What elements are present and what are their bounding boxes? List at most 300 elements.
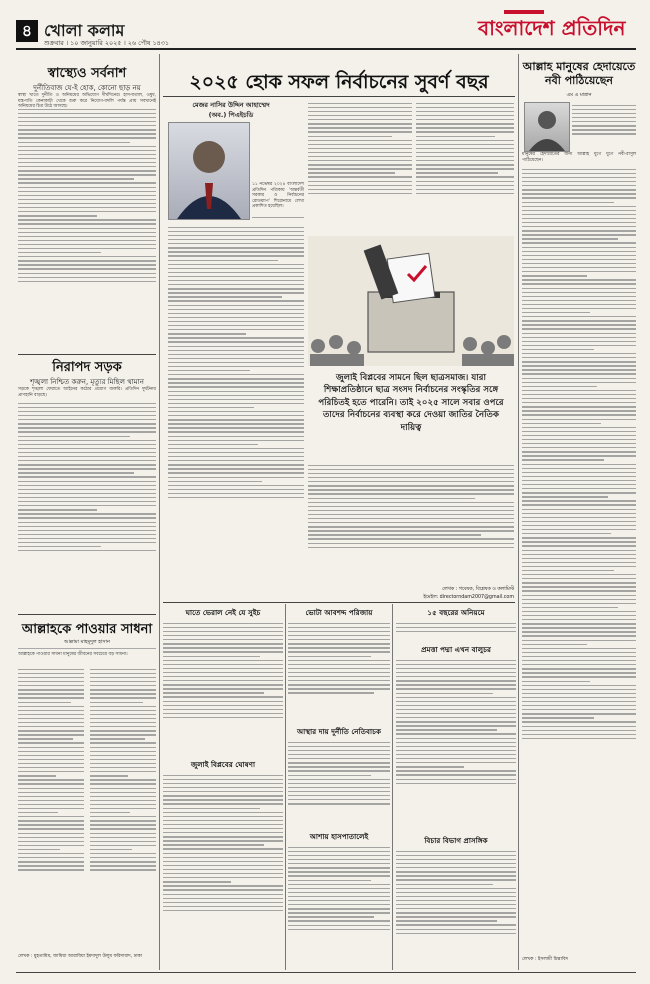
text-line xyxy=(168,346,304,347)
text-line xyxy=(288,775,371,776)
text-line xyxy=(522,578,636,579)
text-line xyxy=(168,468,304,469)
text-line xyxy=(522,288,636,289)
text-line xyxy=(18,697,84,698)
text-line xyxy=(18,824,84,825)
text-line xyxy=(90,869,156,870)
text-line xyxy=(416,103,514,104)
text-line xyxy=(90,669,156,670)
text-line xyxy=(18,170,156,171)
text-line xyxy=(90,861,156,862)
text-line xyxy=(163,713,283,714)
text-line xyxy=(18,125,156,126)
text-line xyxy=(522,263,636,264)
text-line xyxy=(168,251,304,252)
text-line xyxy=(168,419,304,420)
text-line xyxy=(522,623,636,624)
text-line xyxy=(572,129,636,130)
text-line xyxy=(396,908,516,909)
text-line xyxy=(163,696,283,697)
text-line xyxy=(308,152,412,153)
text-line xyxy=(416,148,514,149)
text-line xyxy=(18,861,84,862)
text-line xyxy=(288,672,390,673)
text-line xyxy=(90,742,156,743)
text-line xyxy=(288,875,390,876)
text-line xyxy=(18,685,84,686)
text-line xyxy=(522,660,636,661)
text-line xyxy=(168,423,304,424)
text-line xyxy=(18,747,84,748)
text-line xyxy=(163,828,283,829)
text-line xyxy=(90,828,156,829)
text-line xyxy=(396,855,516,856)
text-line xyxy=(522,627,636,628)
text-line xyxy=(288,783,390,784)
text-line xyxy=(18,232,156,233)
masthead-logo xyxy=(478,10,638,44)
text-line xyxy=(18,538,156,539)
text-line xyxy=(288,688,390,689)
text-line xyxy=(168,292,304,293)
text-line xyxy=(416,185,514,186)
text-line xyxy=(522,668,636,669)
text-line xyxy=(416,131,514,132)
text-line xyxy=(18,767,84,768)
text-line xyxy=(522,582,636,583)
text-line xyxy=(168,239,304,240)
article-title-health: স্বাস্থ্যেও সর্বনাশ xyxy=(47,66,127,81)
article-body-prophet: মানুষের হেদায়েতের জন্য আল্লাহ যুগে যুগে নবী-রাসুল পাঠিয়েছেন। xyxy=(522,152,636,163)
text-line xyxy=(396,770,516,771)
text-line xyxy=(396,758,516,759)
article-title-hospital: আশায় হাসপাতালেই xyxy=(309,832,369,841)
lower-divider-2 xyxy=(392,604,393,970)
text-line xyxy=(163,639,283,640)
text-line xyxy=(522,676,636,677)
article-title-ghost: ভোটা আবশদ্দ পরিজায় xyxy=(305,608,373,617)
text-line xyxy=(288,631,390,632)
text-line xyxy=(308,136,392,137)
text-line xyxy=(522,693,636,694)
text-line xyxy=(18,415,156,416)
text-line xyxy=(416,164,514,165)
text-line xyxy=(288,900,390,901)
text-line xyxy=(18,199,156,200)
text-line xyxy=(168,227,304,228)
text-line xyxy=(18,244,156,245)
text-line xyxy=(18,837,84,838)
text-line xyxy=(90,788,156,789)
text-line xyxy=(522,697,636,698)
article-body-allah: আল্লাহকে পাওয়ার সাধনা মানুষের জীবনের সবচেয়ে বড় সাধনা। xyxy=(18,652,128,657)
text-line xyxy=(18,464,156,465)
text-line xyxy=(288,623,390,624)
text-line xyxy=(522,177,636,178)
text-line xyxy=(396,867,516,868)
text-line xyxy=(168,366,304,367)
text-line xyxy=(396,892,516,893)
text-line xyxy=(168,280,304,281)
article-subtitle-road: শৃঙ্খলা নিশ্চিত করুন, মৃত্যুর মিছিল থামান xyxy=(30,378,144,386)
text-line xyxy=(168,313,304,314)
text-line xyxy=(163,779,283,780)
text-line xyxy=(308,193,412,194)
text-line xyxy=(522,316,636,317)
text-line xyxy=(18,485,156,486)
text-line xyxy=(396,729,497,730)
text-line xyxy=(168,296,282,297)
author-photo-main xyxy=(168,122,250,220)
article-lines-allah-col1 xyxy=(18,666,84,948)
text-line xyxy=(18,174,156,175)
text-line xyxy=(90,726,156,727)
main-email: ইমেইল: directorndam2007@gmail.com xyxy=(423,595,514,600)
text-line xyxy=(308,160,412,161)
text-line xyxy=(308,140,412,141)
text-line xyxy=(288,750,390,751)
text-line xyxy=(168,354,304,355)
text-line xyxy=(18,223,156,224)
text-line xyxy=(522,349,594,350)
text-line xyxy=(572,117,636,118)
text-line xyxy=(18,403,156,404)
text-line xyxy=(18,203,156,204)
text-line xyxy=(18,158,156,159)
text-line xyxy=(288,639,390,640)
text-line xyxy=(18,714,84,715)
section-name: খোলা কলাম xyxy=(44,21,125,40)
article-title-prophet: আল্লাহ মানুষের হেদায়েতে নবী পাঠিয়েছেন xyxy=(522,60,636,87)
article-author-allah: আল্লামা মাহমূদুল হাসান xyxy=(63,639,111,645)
text-line xyxy=(522,689,636,690)
article-lines-ghoti xyxy=(163,620,283,758)
text-line xyxy=(522,459,604,460)
text-line xyxy=(308,481,514,482)
text-line xyxy=(18,440,156,441)
article-lines-prophet xyxy=(522,166,636,950)
text-line xyxy=(90,792,156,793)
text-line xyxy=(18,755,84,756)
text-line xyxy=(163,684,283,685)
text-line xyxy=(163,812,283,813)
text-line xyxy=(396,900,516,901)
text-line xyxy=(288,908,390,909)
article-footer-prophet: লেখক : ইসলামী চিন্তাবিদ xyxy=(522,957,569,962)
text-line xyxy=(163,631,283,632)
text-line xyxy=(18,448,156,449)
text-line xyxy=(396,697,516,698)
article-lines-road xyxy=(18,400,156,608)
text-line xyxy=(522,386,597,387)
text-line xyxy=(163,705,283,706)
divider-health xyxy=(18,354,156,355)
text-line xyxy=(90,812,130,813)
vote-illustration xyxy=(308,236,514,366)
text-line xyxy=(288,664,390,665)
text-line xyxy=(396,851,516,852)
text-line xyxy=(416,172,498,173)
col-divider-right xyxy=(518,54,519,970)
text-line xyxy=(416,107,514,108)
text-line xyxy=(90,689,156,690)
text-line xyxy=(168,407,254,408)
text-line xyxy=(308,506,514,507)
text-line xyxy=(168,464,304,465)
text-line xyxy=(18,427,156,428)
text-line xyxy=(18,730,84,731)
text-line xyxy=(288,880,371,881)
text-line xyxy=(522,480,636,481)
text-line xyxy=(18,550,156,551)
text-line xyxy=(163,820,283,821)
text-line xyxy=(18,431,156,432)
text-line xyxy=(163,816,283,817)
text-line xyxy=(288,920,390,921)
text-line xyxy=(163,898,283,899)
text-line xyxy=(522,300,636,301)
text-line xyxy=(308,518,514,519)
text-line xyxy=(522,488,636,489)
text-line xyxy=(18,501,156,502)
text-line xyxy=(522,664,636,665)
text-line xyxy=(288,884,390,885)
text-line xyxy=(163,775,283,776)
text-line xyxy=(396,701,516,702)
text-line xyxy=(308,156,412,157)
text-line xyxy=(396,627,516,628)
text-line xyxy=(18,820,84,821)
text-line xyxy=(163,808,260,809)
text-line xyxy=(168,255,304,256)
text-line xyxy=(288,770,390,771)
text-line xyxy=(168,497,304,498)
text-line xyxy=(416,111,514,112)
text-line xyxy=(163,717,283,718)
text-line xyxy=(168,284,304,285)
text-line xyxy=(18,734,84,735)
main-author-info: লেখক : গবেষক, বিশ্লেষক ও কলামিস্ট xyxy=(442,587,514,592)
text-line xyxy=(168,444,258,445)
text-line xyxy=(522,439,636,440)
text-line xyxy=(90,767,156,768)
text-line xyxy=(396,783,516,784)
article-lines-hospital xyxy=(288,844,390,966)
text-line xyxy=(18,113,156,114)
text-line xyxy=(90,845,156,846)
text-line xyxy=(18,207,156,208)
text-line xyxy=(18,215,97,216)
text-line xyxy=(163,643,283,644)
text-line xyxy=(288,863,390,864)
text-line xyxy=(288,651,390,652)
text-line xyxy=(308,185,412,186)
text-line xyxy=(163,844,264,845)
text-line xyxy=(288,758,390,759)
text-line xyxy=(163,791,283,792)
text-line xyxy=(288,904,390,905)
text-line xyxy=(522,468,636,469)
text-line xyxy=(90,706,156,707)
text-line xyxy=(522,447,636,448)
text-line xyxy=(522,611,636,612)
text-line xyxy=(18,742,84,743)
text-line xyxy=(168,350,304,351)
text-line xyxy=(522,296,636,297)
text-line xyxy=(416,189,514,190)
text-line xyxy=(288,847,390,848)
text-line xyxy=(18,849,60,850)
text-line xyxy=(396,774,516,775)
text-line xyxy=(288,680,390,681)
text-line xyxy=(18,211,156,212)
text-line xyxy=(416,136,495,137)
text-line xyxy=(396,766,464,767)
text-line xyxy=(163,840,283,841)
text-line xyxy=(168,431,304,432)
text-line xyxy=(168,403,304,404)
text-line xyxy=(396,672,516,673)
text-line xyxy=(90,747,156,748)
text-line xyxy=(18,154,156,155)
text-line xyxy=(168,264,304,265)
article-lines-allah-col2 xyxy=(90,666,156,948)
text-line xyxy=(18,472,134,473)
text-line xyxy=(308,111,412,112)
text-line xyxy=(163,885,283,886)
text-line xyxy=(168,399,304,400)
text-line xyxy=(288,795,390,796)
main-byline-title: (অব.) পিএইচডি xyxy=(208,111,254,119)
text-line xyxy=(90,771,156,772)
article-lines-health xyxy=(18,106,156,348)
text-line xyxy=(18,522,156,523)
main-headline: ২০২৫ হোক সফল নির্বাচনের সুবর্ণ বছর xyxy=(189,71,489,93)
text-line xyxy=(288,851,390,852)
text-line xyxy=(18,248,156,249)
text-line xyxy=(90,681,156,682)
text-line xyxy=(90,759,156,760)
text-line xyxy=(308,181,412,182)
text-line xyxy=(522,513,636,514)
text-line xyxy=(522,738,636,739)
text-line xyxy=(396,879,516,880)
text-line xyxy=(288,779,390,780)
text-line xyxy=(522,234,636,235)
text-line xyxy=(18,456,156,457)
text-line xyxy=(396,904,516,905)
text-line xyxy=(90,820,156,821)
text-line xyxy=(288,656,371,657)
text-line xyxy=(18,264,156,265)
text-line xyxy=(308,176,412,177)
text-line xyxy=(522,550,636,551)
text-line xyxy=(163,865,283,866)
text-line xyxy=(522,357,636,358)
text-line xyxy=(18,219,156,220)
text-line xyxy=(168,305,304,306)
article-body-main: ১১ নভেম্বর ২০২৪ বাংলাদেশ প্রতিদিন পত্রিকায় ‘অন্তর্বর্তী সরকার ও নির্বাচনের রোডম্যাপ’ শিরোনামে লেখা প্রকাশিত হয়েছিল। xyxy=(252,182,304,210)
text-line xyxy=(522,570,614,571)
text-line xyxy=(168,436,304,437)
text-line xyxy=(168,276,304,277)
text-line xyxy=(18,256,156,257)
text-line xyxy=(308,477,514,478)
text-line xyxy=(396,742,516,743)
text-line xyxy=(522,656,636,657)
text-line xyxy=(522,378,636,379)
text-line xyxy=(396,859,516,860)
text-line xyxy=(18,260,156,261)
text-line xyxy=(308,498,475,499)
text-line xyxy=(396,623,516,624)
text-line xyxy=(163,848,283,849)
text-line xyxy=(18,706,84,707)
text-line xyxy=(522,726,636,727)
text-line xyxy=(522,709,636,710)
text-line xyxy=(90,775,128,776)
article-lines-main-col2 xyxy=(308,100,412,232)
text-line xyxy=(163,906,283,907)
text-line xyxy=(522,566,636,567)
text-line xyxy=(288,867,390,868)
text-line xyxy=(90,738,145,739)
text-line xyxy=(288,762,390,763)
text-line xyxy=(396,709,516,710)
text-line xyxy=(288,896,390,897)
text-line xyxy=(308,148,412,149)
text-line xyxy=(288,668,390,669)
text-line xyxy=(168,477,304,478)
text-line xyxy=(163,709,283,710)
text-line xyxy=(308,530,514,531)
text-line xyxy=(168,382,304,383)
text-line xyxy=(288,912,390,913)
text-line xyxy=(522,713,636,714)
text-line xyxy=(288,871,390,872)
text-line xyxy=(288,742,390,743)
text-line xyxy=(18,182,156,183)
text-line xyxy=(18,419,156,420)
text-line xyxy=(522,533,611,534)
text-line xyxy=(18,187,156,188)
text-line xyxy=(396,912,516,913)
article-body-health: স্বাস্থ্য খাতে দুর্নীতি ও অনিয়মের অভিযোগ দীর্ঘদিনের। হাসপাতাল, ওষুধ, যন্ত্রপাতি কেনাকাটা থেকে শুরু করে নিয়োগ-বদলি পর্যন্ত প্রায় সবখানেই অনিয়মের চিত্র উঠে আসছে। xyxy=(18,93,156,110)
text-line xyxy=(18,526,156,527)
text-line xyxy=(522,574,636,575)
text-line xyxy=(522,218,636,219)
text-line xyxy=(396,871,516,872)
text-line xyxy=(168,370,250,371)
text-line xyxy=(522,328,636,329)
text-line xyxy=(396,705,516,706)
text-line xyxy=(90,673,156,674)
text-line xyxy=(522,492,636,493)
text-line xyxy=(396,875,516,876)
text-line xyxy=(163,869,283,870)
text-line xyxy=(18,121,156,122)
text-line xyxy=(163,623,283,624)
divider-road xyxy=(18,614,156,615)
text-line xyxy=(90,685,156,686)
text-line xyxy=(522,681,590,682)
text-line xyxy=(168,337,304,338)
text-line xyxy=(18,779,84,780)
article-lines-main-col2b xyxy=(308,462,514,580)
text-line xyxy=(90,808,156,809)
person-silhouette-icon xyxy=(169,123,249,219)
text-line xyxy=(252,217,304,218)
